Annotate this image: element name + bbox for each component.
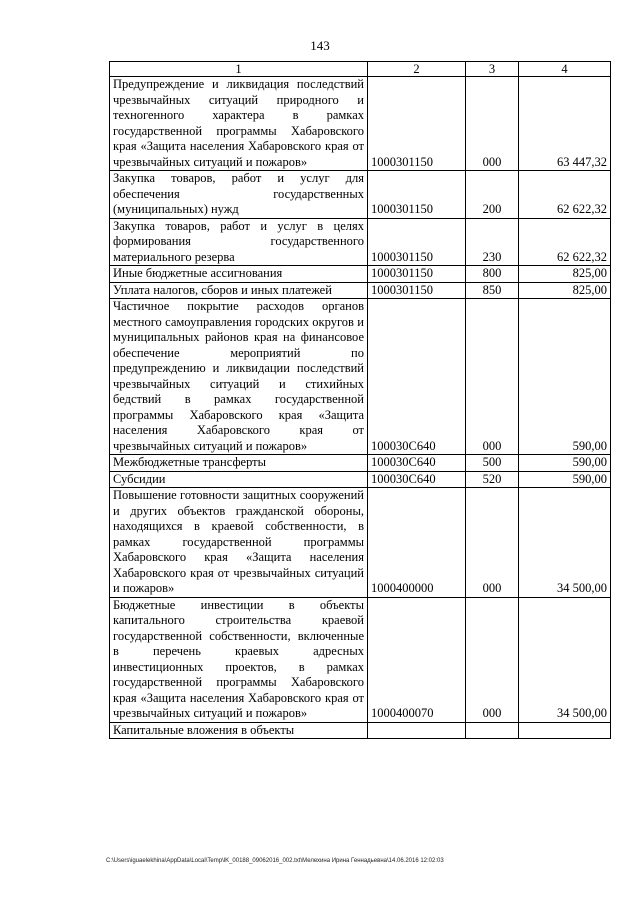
column-header: 4	[519, 62, 611, 77]
table-row	[110, 171, 611, 219]
table-row	[110, 597, 611, 722]
row-amount-cell: 62 622,32	[519, 171, 611, 219]
row-type-cell: 800	[466, 266, 519, 283]
row-amount-cell: 590,00	[519, 299, 611, 455]
row-code-cell: 1000400000	[368, 488, 466, 598]
row-type-cell: 000	[466, 299, 519, 455]
row-code-cell: 1000301150	[368, 282, 466, 299]
row-code-cell: 1000301150	[368, 266, 466, 283]
row-name-cell: Уплата налогов, сборов и иных платежей	[110, 282, 368, 299]
row-amount-cell: 590,00	[519, 471, 611, 488]
row-code-cell: 100030С640	[368, 455, 466, 472]
row-amount-cell: 825,00	[519, 282, 611, 299]
row-type-cell: 520	[466, 471, 519, 488]
table-row	[110, 471, 611, 488]
table-row	[110, 722, 611, 739]
table-row	[110, 218, 611, 266]
row-name-cell: Повышение готовности защитных сооружений и других объектов гражданской обороны, находящихся в краевой собственности, в рамках государственной программы Хабаровского края «Защита населения Хабаровского края от чрезвычайных ситуаций и пожаров»	[110, 488, 368, 598]
row-code-cell: 100030С640	[368, 299, 466, 455]
row-amount-cell	[519, 722, 611, 739]
row-amount-cell: 63 447,32	[519, 77, 611, 171]
row-amount-cell: 825,00	[519, 266, 611, 283]
row-name-cell: Частичное покрытие расходов органов местного самоуправления городских округов и муниципальных районов края на финансовое обеспечение мероприятий по предупреждению и ликвидации последствий чрезвычайных ситуаций и стихийных бедствий в рамках государственной программы Хабаровского края «Защита населения Хабаровского края от чрезвычайных ситуаций и пожаров»	[110, 299, 368, 455]
row-type-cell: 500	[466, 455, 519, 472]
row-name-cell: Бюджетные инвестиции в объекты капитального строительства краевой государственной собственности, включенные в перечень краевых адресных инвестиционных проектов, в рамках государственной программы Хабаровского края «Защита населения Хабаровского края от чрезвычайных ситуаций и пожаров»	[110, 597, 368, 722]
row-code-cell: 100030С640	[368, 471, 466, 488]
row-code-cell: 1000301150	[368, 77, 466, 171]
row-name-cell: Иные бюджетные ассигнования	[110, 266, 368, 283]
page-number: 143	[310, 38, 330, 53]
table-row	[110, 266, 611, 283]
row-code-cell: 1000301150	[368, 171, 466, 219]
row-name-cell: Закупка товаров, работ и услуг в целях формирования государственного материального резерва	[110, 218, 368, 266]
row-type-cell	[466, 722, 519, 739]
row-name-cell: Капитальные вложения в объекты	[110, 722, 368, 739]
row-name-cell: Субсидии	[110, 471, 368, 488]
row-code-cell	[368, 722, 466, 739]
row-name-cell: Предупреждение и ликвидация последствий чрезвычайных ситуаций природного и техногенного характера в рамках государственной программы Хабаровского края «Защита населения Хабаровского края от чрезвычайных ситуаций и пожаров»	[110, 77, 368, 171]
row-type-cell: 850	[466, 282, 519, 299]
column-header: 3	[466, 62, 519, 77]
row-type-cell: 000	[466, 77, 519, 171]
row-name-cell: Межбюджетные трансферты	[110, 455, 368, 472]
table-header-row	[110, 62, 611, 77]
row-amount-cell: 34 500,00	[519, 597, 611, 722]
table-row	[110, 77, 611, 171]
row-amount-cell: 590,00	[519, 455, 611, 472]
row-type-cell: 200	[466, 171, 519, 219]
table-row	[110, 488, 611, 598]
budget-table	[109, 61, 611, 739]
table-row	[110, 455, 611, 472]
row-code-cell: 1000301150	[368, 218, 466, 266]
column-header: 1	[110, 62, 368, 77]
file-path-footer: C:\Users\iguaelekhina\AppData\Local\Temp\lK_00188_09062016_002.txt\Мелехина Ирина Геннадьевна\14.06.2016 12:02:03	[106, 858, 444, 864]
row-amount-cell: 34 500,00	[519, 488, 611, 598]
row-type-cell: 000	[466, 597, 519, 722]
row-type-cell: 000	[466, 488, 519, 598]
row-amount-cell: 62 622,32	[519, 218, 611, 266]
row-name-cell: Закупка товаров, работ и услуг для обеспечения государственных (муниципальных) нужд	[110, 171, 368, 219]
row-type-cell: 230	[466, 218, 519, 266]
table-row	[110, 282, 611, 299]
row-code-cell: 1000400070	[368, 597, 466, 722]
table-row	[110, 299, 611, 455]
column-header: 2	[368, 62, 466, 77]
